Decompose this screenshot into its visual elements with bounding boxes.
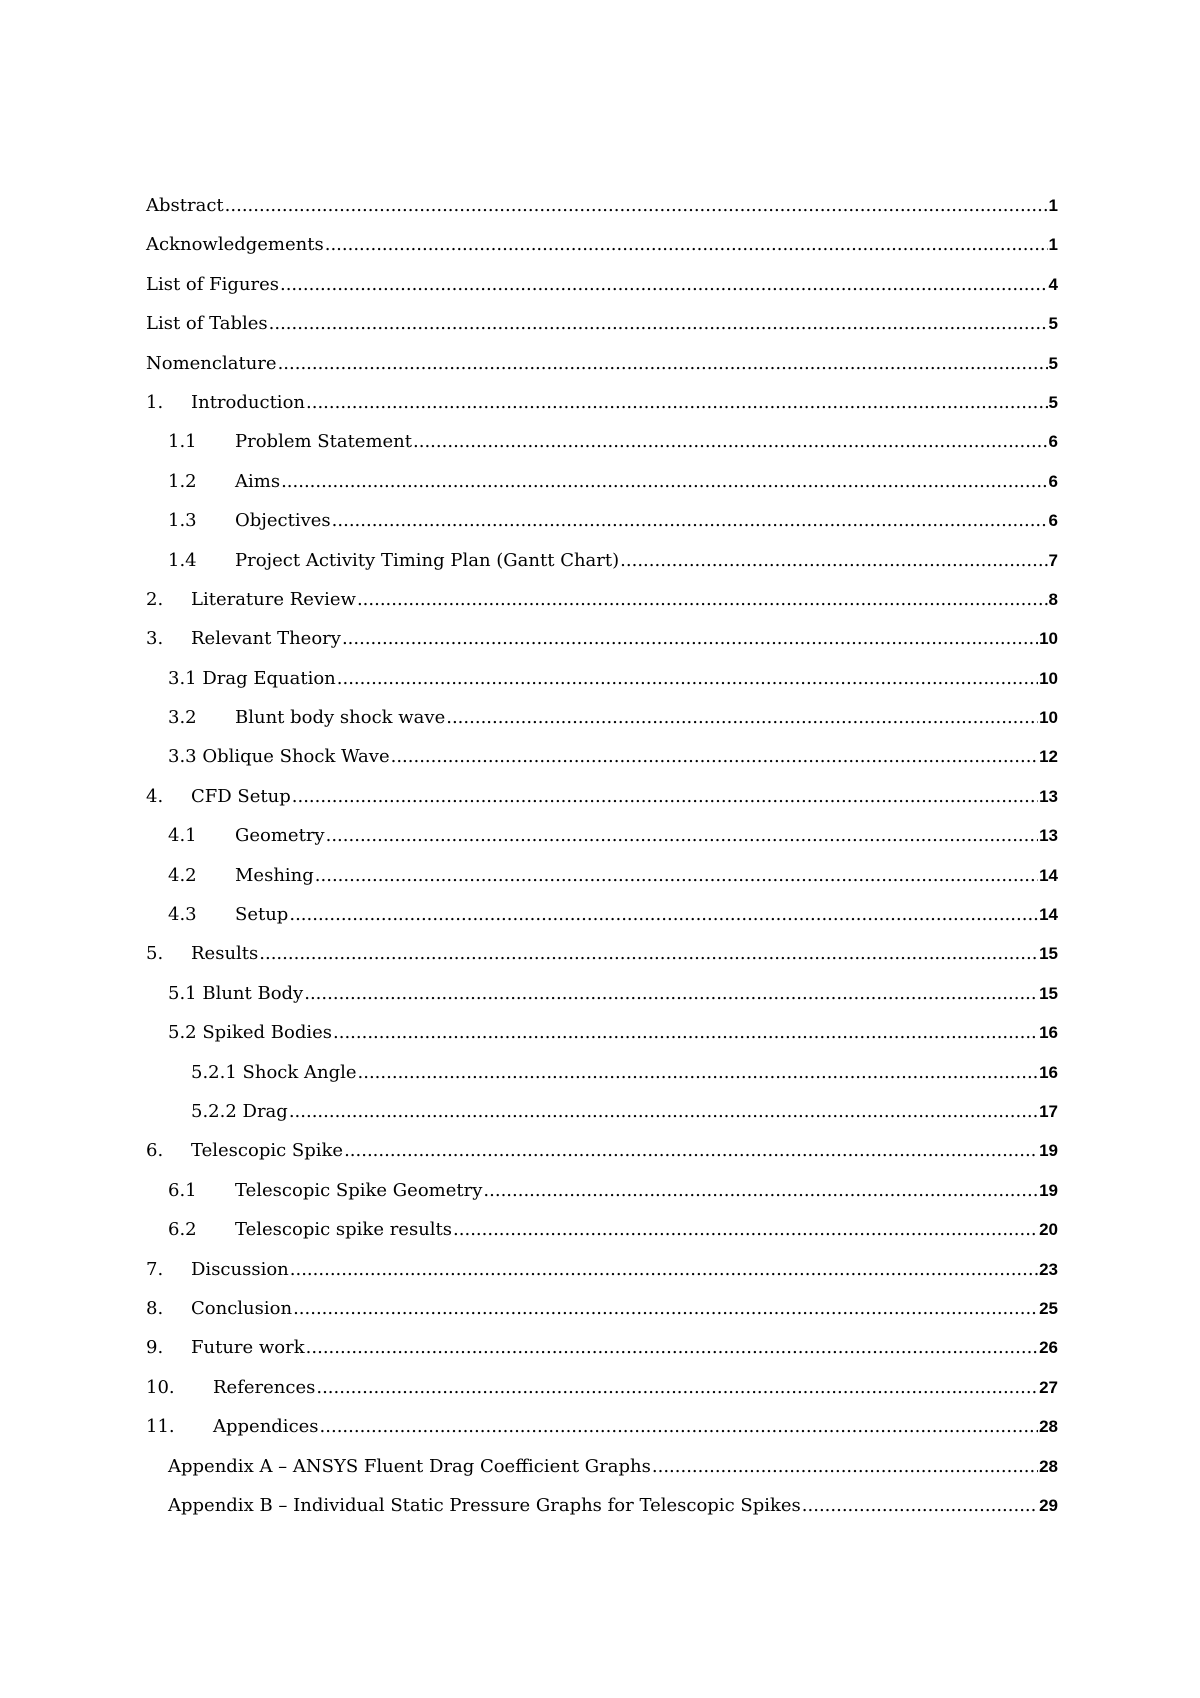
toc-entry[interactable]: [146, 1053, 1058, 1092]
toc-entry-number: 2.: [146, 588, 164, 610]
dot-leader: [391, 737, 1038, 776]
table-of-contents: [146, 186, 1058, 1525]
toc-entry-number: 1.1: [168, 431, 197, 453]
toc-entry[interactable]: [146, 737, 1058, 776]
toc-entry[interactable]: [146, 1210, 1058, 1249]
toc-entry[interactable]: [146, 1013, 1058, 1052]
toc-entry-page-number: 8: [1048, 589, 1058, 609]
toc-entry-page-number: 6: [1048, 471, 1058, 491]
toc-entry[interactable]: [146, 619, 1058, 658]
toc-entry-title: Setup: [235, 904, 289, 926]
toc-entry-number: 6.: [146, 1140, 164, 1162]
dot-leader: [326, 816, 1038, 855]
toc-entry-title: 3.1 Drag Equation: [168, 667, 336, 689]
toc-entry-page-number: 13: [1039, 786, 1058, 806]
toc-entry[interactable]: [146, 383, 1058, 422]
toc-entry[interactable]: [146, 1171, 1058, 1210]
toc-entry-page-number: 27: [1039, 1377, 1058, 1397]
toc-entry-title: Results: [191, 943, 259, 965]
toc-entry-title: Relevant Theory: [191, 628, 341, 650]
toc-entry[interactable]: [146, 934, 1058, 973]
toc-entry-title: Nomenclature: [146, 352, 277, 374]
toc-entry-page-number: 28: [1039, 1456, 1058, 1476]
toc-entry[interactable]: [146, 186, 1058, 225]
toc-entry-title: Telescopic Spike: [191, 1140, 344, 1162]
toc-entry-number: 4.1: [168, 825, 197, 847]
toc-entry[interactable]: [146, 1092, 1058, 1131]
toc-entry-title: Acknowledgements: [146, 234, 324, 256]
dot-leader: [453, 1210, 1038, 1249]
toc-entry-page-number: 15: [1039, 983, 1058, 1003]
toc-entry[interactable]: [146, 777, 1058, 816]
toc-entry-page-number: 5: [1048, 392, 1058, 412]
dot-leader: [337, 659, 1038, 698]
dot-leader: [304, 974, 1038, 1013]
toc-entry-title: Appendix A – ANSYS Fluent Drag Coefficient Graphs: [168, 1455, 651, 1477]
toc-entry-title: 5.2.1 Shock Angle: [191, 1061, 357, 1083]
dot-leader: [333, 1013, 1038, 1052]
toc-entry-number: 10.: [146, 1376, 175, 1398]
toc-entry[interactable]: [146, 265, 1058, 304]
toc-entry-title: 3.3 Oblique Shock Wave: [168, 746, 390, 768]
toc-entry-number: 4.3: [168, 904, 197, 926]
toc-entry-page-number: 5: [1048, 314, 1058, 334]
toc-entry-title: Literature Review: [191, 588, 356, 610]
dot-leader: [278, 344, 1048, 383]
dot-leader: [342, 619, 1038, 658]
dot-leader: [225, 186, 1048, 225]
toc-entry-page-number: 5: [1048, 353, 1058, 373]
toc-entry-page-number: 29: [1039, 1495, 1058, 1515]
toc-entry-page-number: 10: [1039, 708, 1058, 728]
toc-entry[interactable]: [146, 344, 1058, 383]
dot-leader: [325, 225, 1048, 264]
toc-entry[interactable]: [146, 422, 1058, 461]
toc-entry[interactable]: [146, 580, 1058, 619]
dot-leader: [292, 777, 1038, 816]
toc-entry[interactable]: [146, 816, 1058, 855]
toc-entry[interactable]: [146, 304, 1058, 343]
toc-entry-title: 5.1 Blunt Body: [168, 982, 304, 1004]
dot-leader: [802, 1486, 1038, 1525]
dot-leader: [290, 1250, 1038, 1289]
toc-entry-page-number: 10: [1039, 668, 1058, 688]
toc-entry-title: Meshing: [235, 864, 314, 886]
toc-entry-page-number: 25: [1039, 1298, 1058, 1318]
dot-leader: [483, 1171, 1038, 1210]
toc-entry[interactable]: [146, 1486, 1058, 1525]
toc-entry[interactable]: [146, 1250, 1058, 1289]
toc-entry-number: 4.2: [168, 864, 197, 886]
toc-entry-page-number: 14: [1039, 905, 1058, 925]
dot-leader: [269, 304, 1048, 343]
toc-entry-page-number: 13: [1039, 826, 1058, 846]
toc-entry-title: List of Figures: [146, 273, 279, 295]
toc-entry-title: Blunt body shock wave: [235, 707, 446, 729]
toc-entry-title: Telescopic Spike Geometry: [235, 1179, 483, 1201]
toc-entry-number: 1.3: [168, 510, 197, 532]
toc-entry-title: CFD Setup: [191, 785, 291, 807]
toc-entry-page-number: 1: [1048, 196, 1058, 215]
toc-entry-title: Project Activity Timing Plan (Gantt Chart): [235, 549, 620, 571]
toc-entry-title: Introduction: [191, 391, 305, 413]
toc-entry-page-number: 6: [1048, 511, 1058, 531]
toc-entry-page-number: 16: [1039, 1062, 1058, 1082]
toc-entry-number: 6.1: [168, 1179, 197, 1201]
toc-entry-title: Appendices: [213, 1416, 319, 1438]
toc-entry[interactable]: [146, 541, 1058, 580]
toc-entry-page-number: 6: [1048, 432, 1058, 452]
toc-entry-number: 1.4: [168, 549, 197, 571]
toc-entry-title: Aims: [235, 470, 281, 492]
dot-leader: [315, 856, 1038, 895]
toc-entry-number: 5.: [146, 943, 164, 965]
toc-entry-number: 3.: [146, 628, 164, 650]
toc-entry-page-number: 4: [1048, 274, 1058, 294]
dot-leader: [293, 1289, 1038, 1328]
dot-leader: [358, 1053, 1039, 1092]
toc-entry[interactable]: [146, 501, 1058, 540]
dot-leader: [306, 383, 1048, 422]
toc-entry-page-number: 28: [1039, 1417, 1058, 1437]
toc-entry-page-number: 26: [1039, 1338, 1058, 1358]
toc-entry-title: List of Tables: [146, 313, 268, 335]
dot-leader: [316, 1368, 1038, 1407]
toc-entry[interactable]: [146, 1131, 1058, 1170]
toc-entry-number: 7.: [146, 1258, 164, 1280]
dot-leader: [344, 1131, 1038, 1170]
dot-leader: [332, 501, 1048, 540]
toc-entry-title: Conclusion: [191, 1297, 293, 1319]
toc-entry-page-number: 14: [1039, 865, 1058, 885]
toc-entry[interactable]: [146, 225, 1058, 264]
toc-entry-title: Geometry: [235, 825, 325, 847]
toc-entry-title: References: [213, 1376, 316, 1398]
dot-leader: [652, 1447, 1038, 1486]
toc-entry[interactable]: [146, 1328, 1058, 1367]
dot-leader: [280, 265, 1048, 304]
toc-entry-number: 4.: [146, 785, 164, 807]
toc-entry-page-number: 7: [1048, 550, 1058, 570]
toc-entry-title: Appendix B – Individual Static Pressure Graphs for Telescopic Spikes: [168, 1494, 801, 1516]
toc-entry-number: 1.: [146, 391, 164, 413]
dot-leader: [289, 895, 1038, 934]
toc-entry-page-number: 17: [1039, 1101, 1058, 1121]
toc-entry-title: 5.2 Spiked Bodies: [168, 1022, 332, 1044]
dot-leader: [320, 1407, 1039, 1446]
dot-leader: [446, 698, 1038, 737]
toc-entry-title: Abstract: [146, 195, 224, 216]
toc-entry-title: Objectives: [235, 510, 331, 532]
toc-entry-title: 5.2.2 Drag: [191, 1100, 288, 1122]
dot-leader: [289, 1092, 1038, 1131]
toc-entry[interactable]: [146, 698, 1058, 737]
dot-leader: [281, 462, 1047, 501]
toc-entry[interactable]: [146, 462, 1058, 501]
toc-entry-title: Discussion: [191, 1258, 289, 1280]
toc-entry-title: Problem Statement: [235, 431, 413, 453]
toc-entry[interactable]: [146, 1368, 1058, 1407]
toc-entry-page-number: 15: [1039, 944, 1058, 964]
toc-entry-number: 6.2: [168, 1219, 197, 1241]
toc-entry[interactable]: [146, 856, 1058, 895]
toc-entry-number: 8.: [146, 1297, 164, 1319]
toc-entry-page-number: 1: [1048, 235, 1058, 255]
toc-entry[interactable]: [146, 1289, 1058, 1328]
toc-entry-page-number: 20: [1039, 1220, 1058, 1240]
toc-entry-number: 1.2: [168, 470, 197, 492]
toc-entry[interactable]: [146, 1447, 1058, 1486]
toc-entry-page-number: 19: [1039, 1180, 1058, 1200]
toc-entry-title: Future work: [191, 1337, 305, 1359]
toc-entry-number: 3.2: [168, 707, 197, 729]
toc-entry-number: 9.: [146, 1337, 164, 1359]
dot-leader: [620, 541, 1047, 580]
toc-entry-number: 11.: [146, 1416, 175, 1438]
toc-entry-page-number: 10: [1039, 629, 1058, 649]
toc-entry[interactable]: [146, 659, 1058, 698]
toc-entry-page-number: 23: [1039, 1259, 1058, 1279]
dot-leader: [413, 422, 1048, 461]
toc-entry-title: Telescopic spike results: [235, 1219, 453, 1241]
toc-entry[interactable]: [146, 1407, 1058, 1446]
toc-entry-page-number: 12: [1039, 747, 1058, 767]
toc-entry[interactable]: [146, 895, 1058, 934]
toc-entry[interactable]: [146, 974, 1058, 1013]
toc-entry-page-number: 19: [1039, 1141, 1058, 1161]
dot-leader: [306, 1328, 1038, 1367]
dot-leader: [357, 580, 1048, 619]
toc-entry-page-number: 16: [1039, 1023, 1058, 1043]
dot-leader: [259, 934, 1038, 973]
